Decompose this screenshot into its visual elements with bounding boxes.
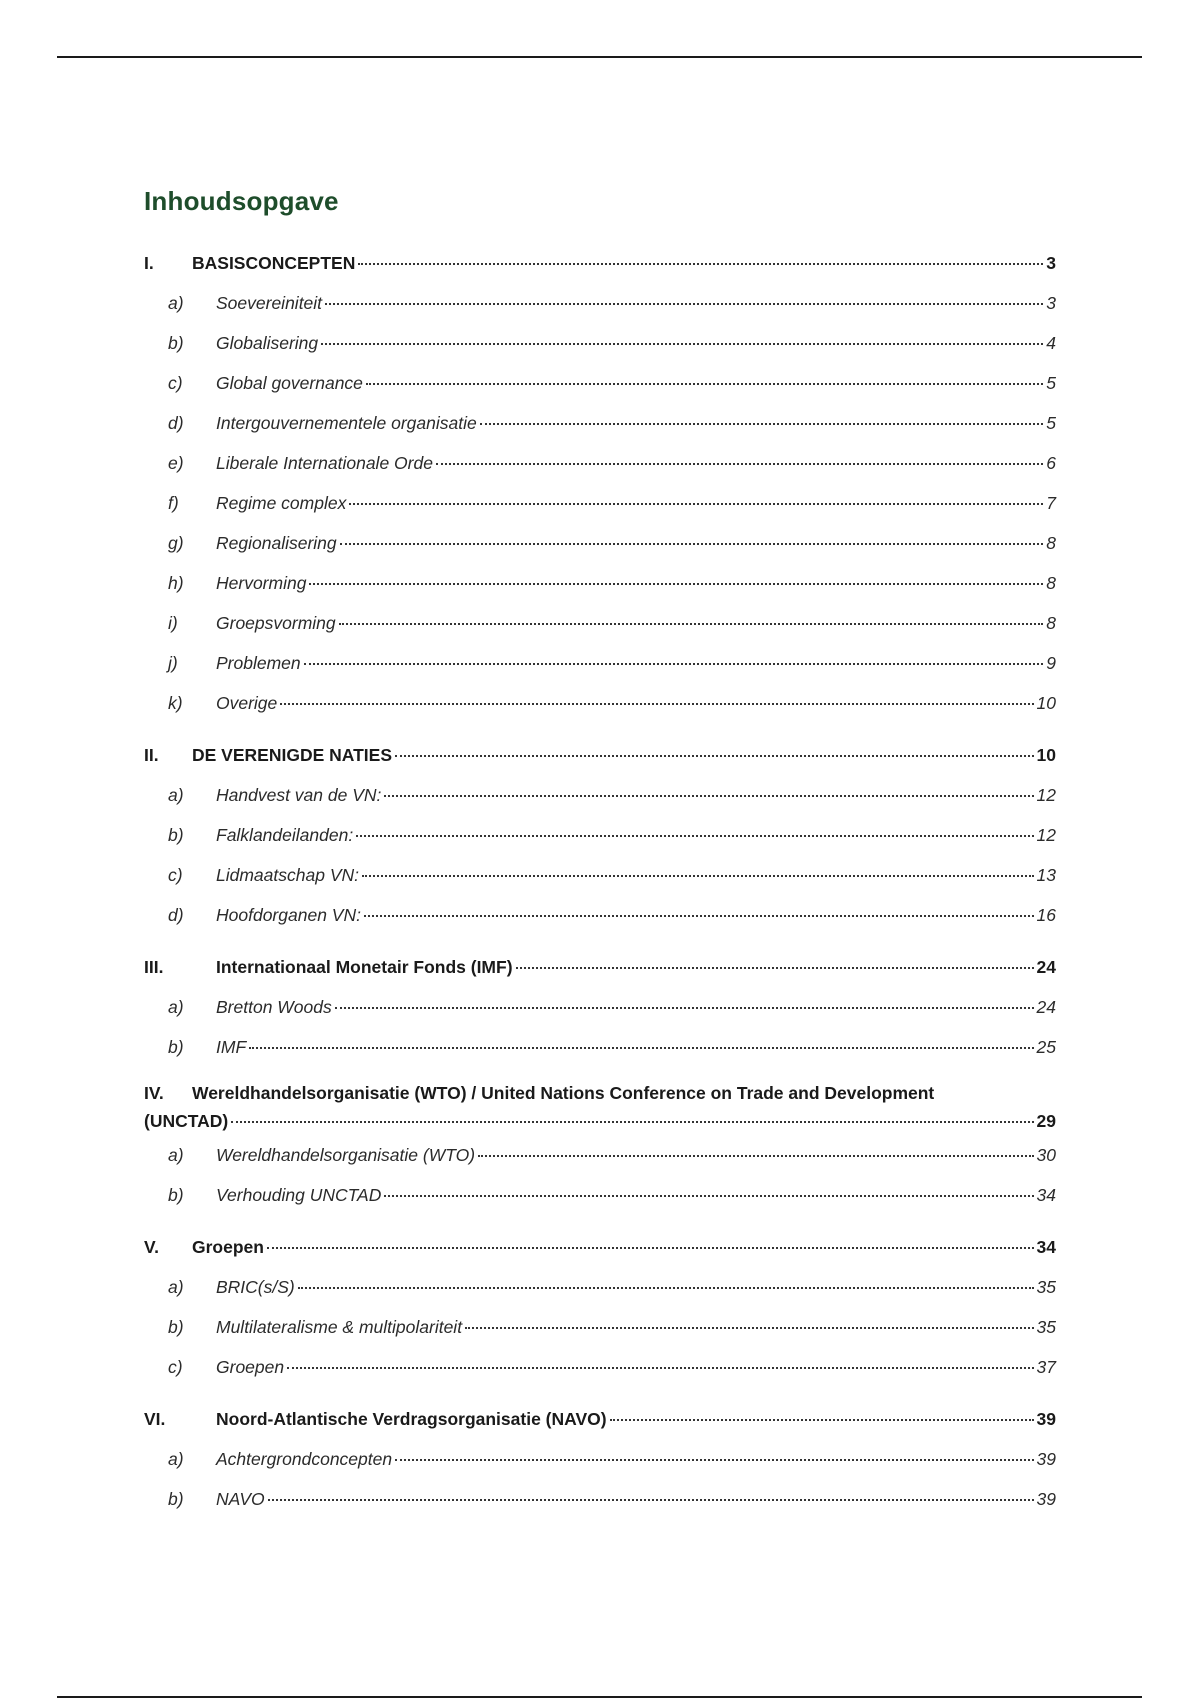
- dot-leader: [356, 835, 1033, 837]
- entry-title: Groepsvorming: [216, 613, 336, 633]
- dot-leader: [325, 303, 1043, 305]
- entry-number: I.: [144, 253, 154, 273]
- toc-entry-sub[interactable]: [144, 283, 1056, 323]
- toc-entry-sub[interactable]: [144, 1027, 1056, 1067]
- entry-page: 29: [1036, 1111, 1056, 1131]
- entry-number: g): [168, 533, 184, 553]
- entry-title: Hoofdorganen VN:: [216, 905, 361, 925]
- dot-leader: [478, 1155, 1033, 1157]
- entry-title: NAVO: [216, 1489, 265, 1509]
- table-of-contents: [144, 186, 1056, 1519]
- toc-entry-sub[interactable]: [144, 855, 1056, 895]
- entry-title: DE VERENIGDE NATIES: [192, 745, 392, 765]
- entry-number: d): [168, 413, 184, 433]
- entry-page: 12: [1036, 785, 1056, 805]
- dot-leader: [340, 543, 1044, 545]
- entry-title: Falklandeilanden:: [216, 825, 354, 845]
- entry-title: IMF: [216, 1037, 247, 1057]
- toc-entry-sub[interactable]: [144, 1175, 1056, 1215]
- toc-entry-sub[interactable]: [144, 987, 1056, 1027]
- toc-entry-main[interactable]: [144, 1227, 1056, 1267]
- entry-title: Global governance: [216, 373, 363, 393]
- dot-leader: [231, 1121, 1033, 1123]
- dot-leader: [366, 383, 1043, 385]
- entry-page: 9: [1046, 653, 1056, 673]
- toc-entry-sub[interactable]: [144, 1439, 1056, 1479]
- entry-title: Overige: [216, 693, 278, 713]
- toc-entry-sub[interactable]: [144, 683, 1056, 723]
- entry-number: e): [168, 453, 184, 473]
- entry-page: 3: [1046, 293, 1056, 313]
- entry-number: b): [168, 825, 184, 845]
- toc-section-6: [144, 1399, 1056, 1519]
- entry-number: b): [168, 1489, 184, 1509]
- entry-page: 4: [1046, 333, 1056, 353]
- entry-page: 39: [1036, 1489, 1056, 1509]
- entry-number: i): [168, 613, 178, 633]
- entry-page: 34: [1036, 1237, 1056, 1257]
- entry-number: b): [168, 1317, 184, 1337]
- dot-leader: [280, 703, 1033, 705]
- entry-page: 34: [1036, 1185, 1056, 1205]
- entry-page: 25: [1036, 1037, 1056, 1057]
- entry-title: Globalisering: [216, 333, 319, 353]
- toc-entry-sub[interactable]: [144, 563, 1056, 603]
- dot-leader: [436, 463, 1043, 465]
- toc-section-3: [144, 947, 1056, 1067]
- entry-page: 6: [1046, 453, 1056, 473]
- toc-entry-sub[interactable]: [144, 1307, 1056, 1347]
- entry-page: 37: [1036, 1357, 1056, 1377]
- dot-leader: [384, 1195, 1033, 1197]
- entry-title: Regime complex: [216, 493, 347, 513]
- entry-page: 7: [1046, 493, 1056, 513]
- entry-title: Groepen: [216, 1357, 285, 1377]
- entry-title: Achtergrondconcepten: [216, 1449, 393, 1469]
- entry-title: BASISCONCEPTEN: [192, 253, 356, 273]
- entry-page: 10: [1036, 693, 1056, 713]
- entry-title: Noord-Atlantische Verdragsorganisatie (NAVO): [216, 1409, 607, 1429]
- entry-number: a): [168, 785, 184, 805]
- entry-page: 30: [1036, 1145, 1056, 1165]
- dot-leader: [364, 915, 1034, 917]
- dot-leader: [249, 1047, 1033, 1049]
- dot-leader: [268, 1499, 1034, 1501]
- entry-number: a): [168, 1277, 184, 1297]
- entry-title: Problemen: [216, 653, 301, 673]
- toc-section-2: [144, 735, 1056, 935]
- entry-title: Verhouding UNCTAD: [216, 1185, 382, 1205]
- entry-title: Multilateralisme & multipolariteit: [216, 1317, 463, 1337]
- toc-entry-sub[interactable]: [144, 643, 1056, 683]
- toc-entry-main[interactable]: [144, 243, 1056, 283]
- entry-page: 16: [1036, 905, 1056, 925]
- entry-page: 8: [1046, 573, 1056, 593]
- dot-leader: [339, 623, 1044, 625]
- entry-title: Wereldhandelsorganisatie (WTO) / United Nations Conference on Trade and Development: [192, 1083, 935, 1103]
- entry-page: 5: [1046, 373, 1056, 393]
- dot-leader: [267, 1247, 1034, 1249]
- dot-leader: [610, 1419, 1034, 1421]
- entry-title-line-2: [144, 1107, 1056, 1135]
- footer-rule: [57, 1696, 1142, 1698]
- entry-number: III.: [144, 957, 164, 977]
- toc-entry-sub[interactable]: [144, 1135, 1056, 1175]
- entry-title: Bretton Woods: [216, 997, 332, 1017]
- dot-leader: [298, 1287, 1034, 1289]
- dot-leader: [349, 503, 1043, 505]
- dot-leader: [516, 967, 1034, 969]
- toc-entry-sub[interactable]: [144, 1267, 1056, 1307]
- toc-entry-sub[interactable]: [144, 443, 1056, 483]
- dot-leader: [309, 583, 1043, 585]
- entry-number: II.: [144, 745, 159, 765]
- toc-title: Inhoudsopgave: [144, 186, 339, 216]
- entry-page: 39: [1036, 1449, 1056, 1469]
- dot-leader: [304, 663, 1044, 665]
- entry-page: 35: [1036, 1317, 1056, 1337]
- toc-section-1: [144, 243, 1056, 723]
- entry-page: 13: [1036, 865, 1056, 885]
- dot-leader: [321, 343, 1043, 345]
- entry-number: b): [168, 1037, 184, 1057]
- dot-leader: [362, 875, 1034, 877]
- entry-number: b): [168, 333, 184, 353]
- entry-number: a): [168, 1449, 184, 1469]
- entry-title: Internationaal Monetair Fonds (IMF): [216, 957, 513, 977]
- entry-number: IV.: [144, 1083, 164, 1103]
- entry-page: 24: [1036, 957, 1056, 977]
- dot-leader: [287, 1367, 1033, 1369]
- entry-number: c): [168, 373, 183, 393]
- entry-page: 8: [1046, 533, 1056, 553]
- entry-title: Liberale Internationale Orde: [216, 453, 433, 473]
- toc-entry-main[interactable]: [144, 735, 1056, 775]
- entry-title: Intergouvernementele organisatie: [216, 413, 477, 433]
- entry-number: j): [168, 653, 178, 673]
- toc-entry-main[interactable]: [144, 1399, 1056, 1439]
- toc-entry-sub[interactable]: [144, 403, 1056, 443]
- entry-title: Groepen: [192, 1237, 264, 1257]
- toc-entry-sub[interactable]: [144, 363, 1056, 403]
- entry-number: c): [168, 865, 183, 885]
- toc-section-5: [144, 1227, 1056, 1387]
- entry-number: h): [168, 573, 184, 593]
- entry-page: 3: [1046, 253, 1056, 273]
- entry-title: Regionalisering: [216, 533, 337, 553]
- entry-number: k): [168, 693, 183, 713]
- entry-page: 8: [1046, 613, 1056, 633]
- entry-title: Hervorming: [216, 573, 307, 593]
- header-rule: [57, 56, 1142, 58]
- toc-entry-sub[interactable]: [144, 815, 1056, 855]
- toc-entry-main[interactable]: [144, 947, 1056, 987]
- entry-number: f): [168, 493, 179, 513]
- entry-number: b): [168, 1185, 184, 1205]
- entry-title: Handvest van de VN:: [216, 785, 382, 805]
- toc-entry-sub[interactable]: [144, 603, 1056, 643]
- entry-number: c): [168, 1357, 183, 1377]
- entry-page: 35: [1036, 1277, 1056, 1297]
- dot-leader: [465, 1327, 1033, 1329]
- entry-title: BRIC(s/S): [216, 1277, 295, 1297]
- entry-page: 39: [1036, 1409, 1056, 1429]
- dot-leader: [395, 755, 1034, 757]
- entry-title: Wereldhandelsorganisatie (WTO): [216, 1145, 476, 1165]
- dot-leader: [358, 263, 1043, 265]
- entry-title-continued: (UNCTAD): [144, 1111, 229, 1131]
- entry-title: Soevereiniteit: [216, 293, 323, 313]
- entry-page: 10: [1036, 745, 1056, 765]
- toc-entry-sub[interactable]: [144, 483, 1056, 523]
- toc-entry-sub[interactable]: [144, 775, 1056, 815]
- entry-number: a): [168, 1145, 184, 1165]
- entry-number: V.: [144, 1237, 159, 1257]
- dot-leader: [384, 795, 1033, 797]
- entry-title-line-1: [144, 1079, 1056, 1107]
- toc-entry-sub[interactable]: [144, 1347, 1056, 1387]
- dot-leader: [335, 1007, 1034, 1009]
- entry-page: 12: [1036, 825, 1056, 845]
- dot-leader: [480, 423, 1044, 425]
- entry-page: 24: [1036, 997, 1056, 1017]
- entry-number: a): [168, 293, 184, 313]
- dot-leader: [395, 1459, 1033, 1461]
- toc-entry-sub[interactable]: [144, 1479, 1056, 1519]
- toc-entry-sub[interactable]: [144, 523, 1056, 563]
- entry-number: VI.: [144, 1409, 166, 1429]
- toc-entry-main[interactable]: [144, 1079, 1056, 1135]
- toc-section-4: [144, 1079, 1056, 1215]
- entry-number: d): [168, 905, 184, 925]
- toc-entry-sub[interactable]: [144, 895, 1056, 935]
- entry-title: Lidmaatschap VN:: [216, 865, 359, 885]
- entry-number: a): [168, 997, 184, 1017]
- entry-page: 5: [1046, 413, 1056, 433]
- toc-entry-sub[interactable]: [144, 323, 1056, 363]
